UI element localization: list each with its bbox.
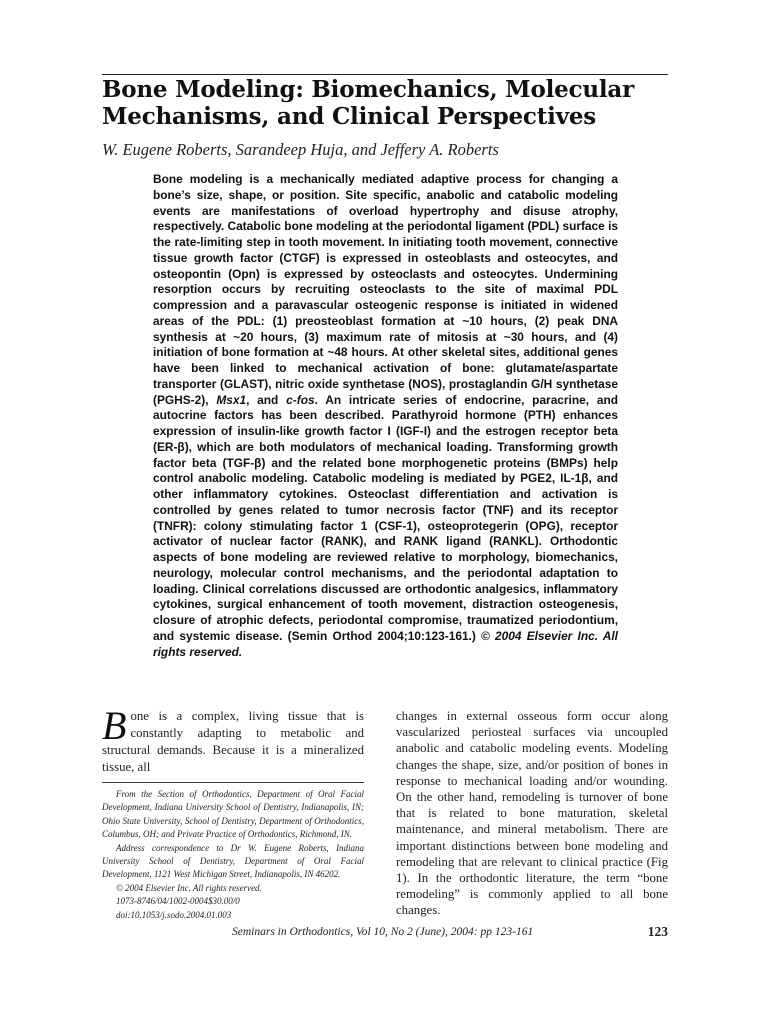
article-footnote	[102, 788, 364, 922]
abstract-and: , and	[246, 392, 287, 407]
article-title: Bone Modeling: Biomechanics, Molecular Mechanisms, and Clinical Perspectives	[102, 76, 635, 130]
footnote-issn: 1073-8746/04/1002-0004$30.00/0	[116, 896, 240, 907]
abstract	[153, 172, 618, 660]
drop-cap: B	[102, 703, 127, 748]
abstract-gene-msx1: Msx1	[216, 392, 247, 407]
abstract-text-part2: . An intricate series of endocrine, paracrine, and autocrine factors has been described. Parathyroid hormone (PTH) enhances expression of insulin-like growth factor I (IGF-I) and the estrogen receptor beta (ER-β), which are both modulators of mechanical loading. Transforming growth factor beta (TGF-β) and the related bone morphogenetic proteins (BMPs) help control anabolic modeling. Catabolic modeling is mediated by PGE2, IL-1β, and other inflammatory cytokines. Osteoclast differentiation and activation is controlled by genes related to tumor necrosis factor (TNF) and its receptor (TNFR): colony stimulating factor 1 (CSF-1), osteoprotegerin (OPG), receptor activator of nuclear factor (RANK), and RANK ligand (RANKL). Orthodontic aspects of bone modeling are reviewed relative to morphology, biomechanics, neurology, molecular control mechanisms, and the periodontal adaptation to loading. Clinical correlations discussed are orthodontic analgesics, inflammatory cytokines, surgical enhancement of tooth movement, distraction osteogenesis, closure of atrophic defects, periodontal compromise, traumatized periodontium, and systemic disease. (Semin Orthod 2004;10:123-161.)	[153, 392, 618, 643]
body-column-left	[102, 703, 364, 776]
author-list: W. Eugene Roberts, Sarandeep Huja, and Jeffery A. Roberts	[102, 140, 499, 159]
footnote-correspondence: Address correspondence to Dr W. Eugene Roberts, Indiana University School of Dentistry, Department of Oral Facial Development, 1121 West Michigan Street, Indianapolis, IN 46202.	[102, 842, 364, 880]
body-column-right: changes in external osseous form occur along vascularized periosteal surfaces via uncoupled anabolic and catabolic modeling events. Modeling changes the shape, size, and/or position of bones in response to mechanical loading and/or wounding. On the other hand, remodeling is turnover of bone that is related to bone maturation, skeletal maintenance, and mineral metabolism. There are important distinctions between bone modeling and remodeling that are relevant to clinical practice (Fig 1). In the orthodontic literature, the term “bone remodeling” is commonly applied to all bone changes.	[396, 709, 668, 918]
abstract-text-part1: Bone modeling is a mechanically mediated adaptive process for changing a bone’s size, shape, or position. Site specific, anabolic and catabolic modeling events are manifestations of overload hypertrophy and disuse atrophy, respectively. Catabolic bone modeling at the periodontal ligament (PDL) surface is the rate-limiting step in tooth movement. In initiating tooth movement, connective tissue growth factor (CTGF) is expressed in osteoblasts and osteocytes, and osteopontin (Opn) is expressed by osteoclasts and osteocytes. Undermining resorption occurs by recruiting osteoclasts to the site of maximal PDL compression and a paravascular osteogenic response is initiated in widened areas of the PDL: (1) preosteoblast formation at ~10 hours, (2) peak DNA synthesis at ~20 hours, (3) maximum rate of mitosis at ~30 hours, and (4) initiation of bone formation at ~48 hours. At other skeletal sites, additional genes have been linked to mechanical activation of bone: glutamate/aspartate transporter (GLAST), nitric oxide synthetase (NOS), prostaglandin G/H synthetase (PGHS-2),	[153, 172, 618, 407]
footnote-rule	[102, 782, 364, 783]
footnote-doi: doi:10.1053/j.sodo.2004.01.003	[116, 909, 232, 920]
running-footer	[102, 924, 668, 944]
footnote-copyright: © 2004 Elsevier Inc. All rights reserved.	[116, 882, 262, 893]
body-left-text: one is a complex, living tissue that is constantly adapting to metabolic and structural demands. Because it is a mineralized tissue, all	[102, 709, 364, 774]
abstract-copyright: © 2004 Elsevier Inc. All rights reserved.	[153, 628, 618, 659]
journal-citation: Seminars in Orthodontics, Vol 10, No 2 (June), 2004: pp 123-161	[232, 926, 534, 938]
page-number: 123	[647, 924, 668, 939]
title-top-rule	[102, 74, 668, 75]
abstract-gene-cfos: c-fos	[286, 392, 315, 407]
footnote-affiliation: From the Section of Orthodontics, Department of Oral Facial Development, Indiana University School of Dentistry, Indianapolis, IN; Ohio State University, School of Dentistry, Department of Orthodontics, Columbus, OH; and Private Practice of Orthodontics, Richmond, IN.	[102, 789, 364, 840]
